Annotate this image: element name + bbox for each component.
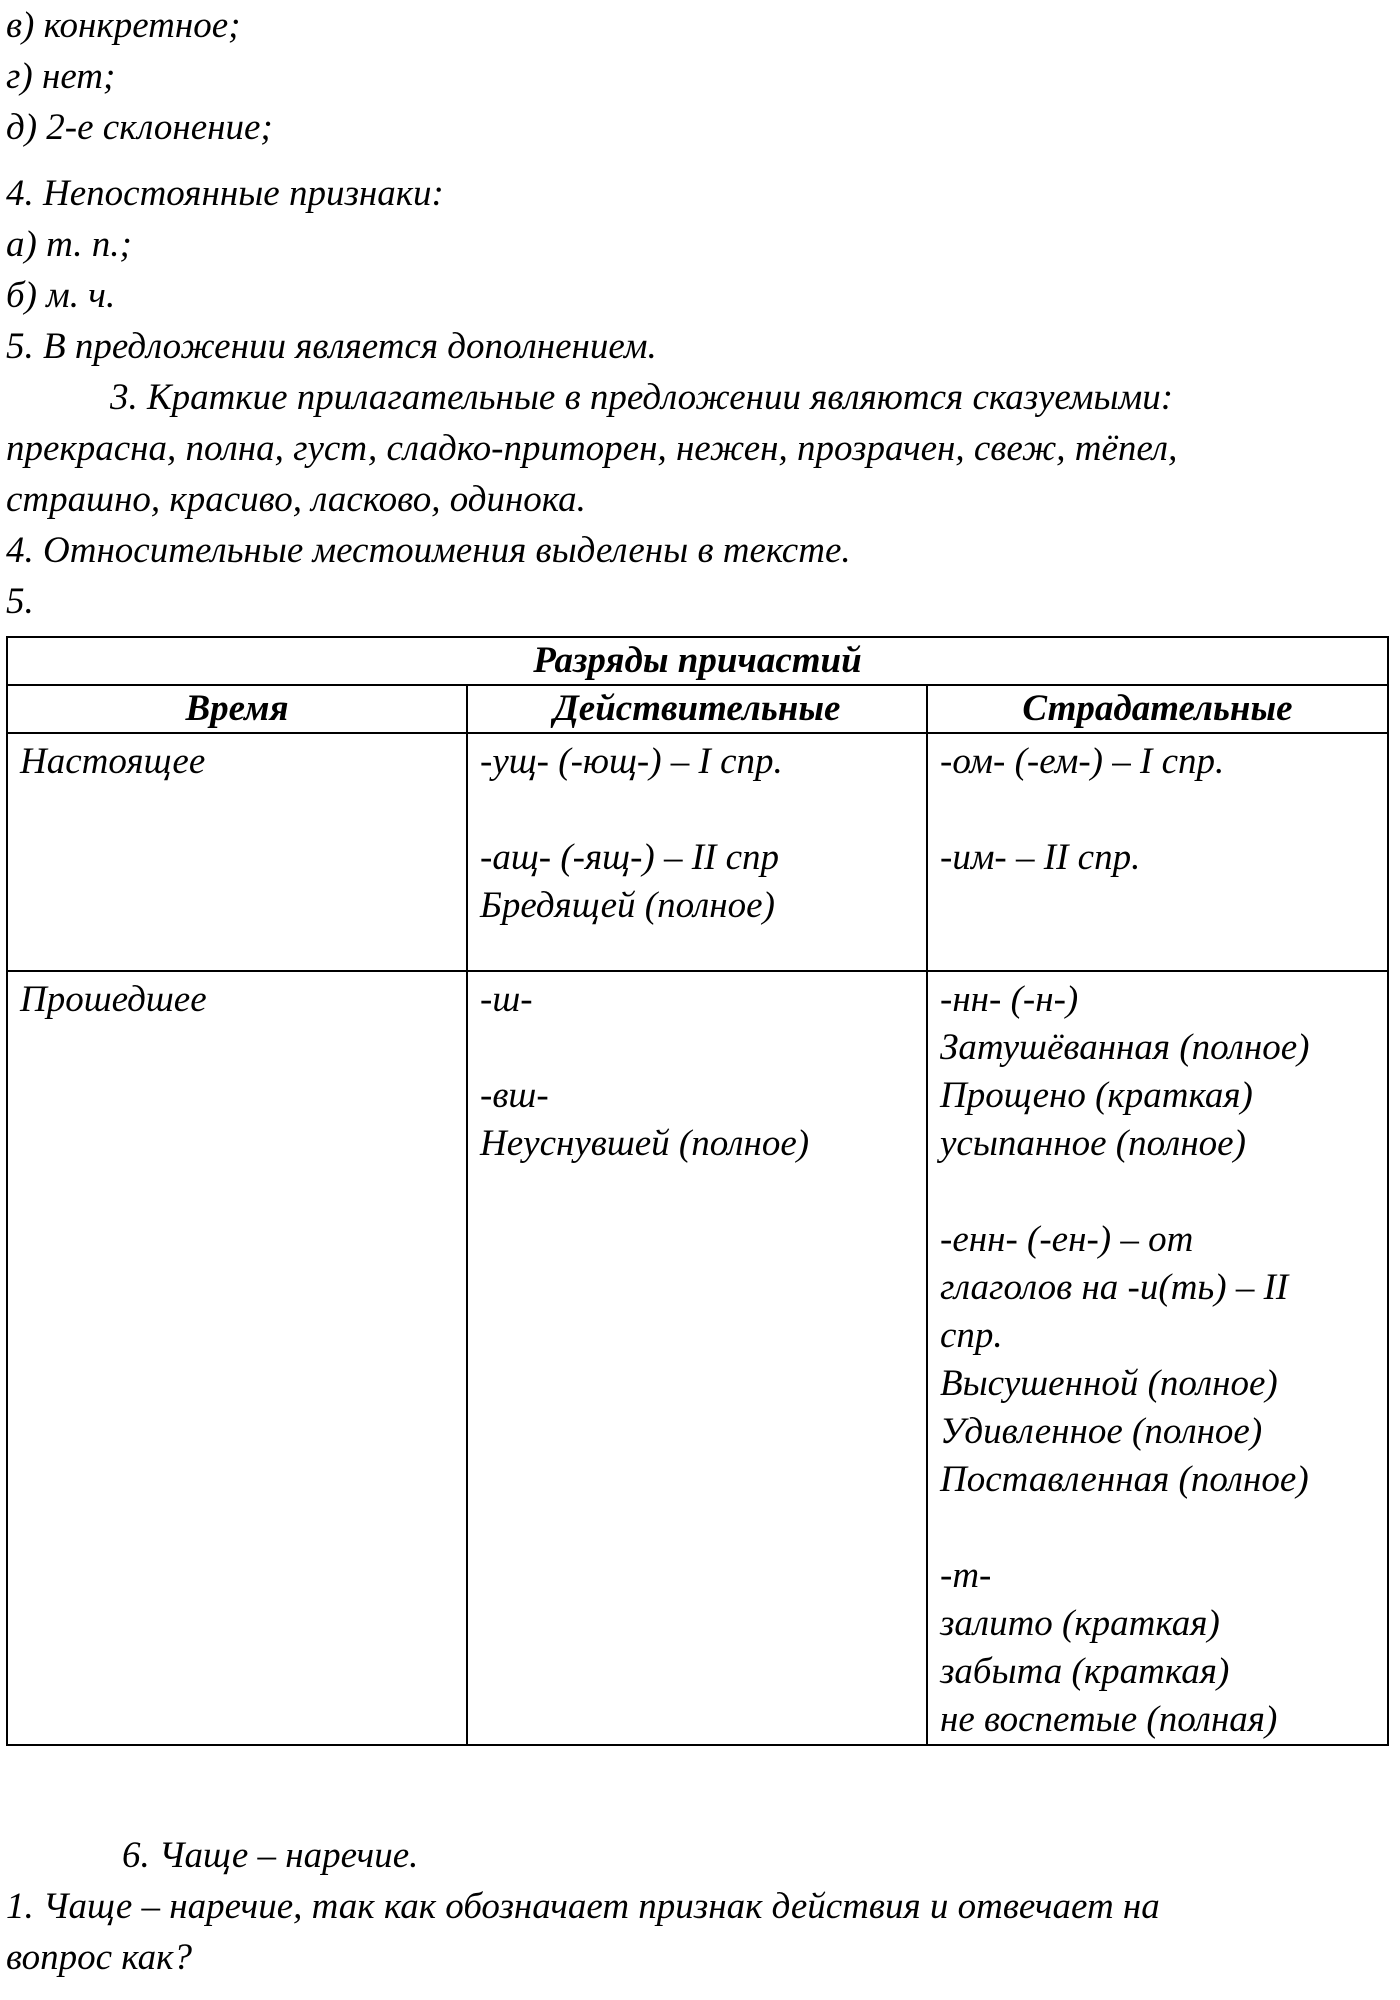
paragraph-5-number: 5. <box>6 581 34 622</box>
present-label: Настоящее <box>20 741 206 782</box>
participles-table <box>6 636 1389 1746</box>
table-row-past <box>7 971 1388 1745</box>
past-passive-line: глаголов на -и(ть) – II <box>940 1267 1289 1308</box>
header-active: Действительные <box>467 685 927 733</box>
text-line: б) м. ч. <box>6 275 116 316</box>
past-passive-line: Удивленное (полное) <box>940 1411 1263 1452</box>
cell-present-passive <box>927 733 1388 971</box>
table-title: Разряды причастий <box>7 637 1388 685</box>
paragraph-4: 4. Относительные местоимения выделены в тексте. <box>6 530 851 571</box>
cell-past-active <box>467 971 927 1745</box>
past-passive-line: -енн- (-ен-) – от <box>940 1219 1194 1260</box>
paragraph-3-line-1: 3. Краткие прилагательные в предложении являются сказуемыми: <box>110 377 1174 418</box>
past-passive-line: залито (краткая) <box>940 1603 1220 1644</box>
past-passive-line: спр. <box>940 1315 1003 1356</box>
header-time: Время <box>7 685 467 733</box>
header-passive: Страдательные <box>927 685 1388 733</box>
blank-line <box>480 1024 914 1072</box>
past-passive-line: не воспетые (полная) <box>940 1699 1278 1740</box>
present-passive-line: -ом- (-ем-) – I спр. <box>940 741 1225 782</box>
text-line: в) конкретное; <box>6 5 241 46</box>
past-passive-line: -нн- (-н-) <box>940 979 1079 1020</box>
text-line: 5. В предложении является дополнением. <box>6 326 657 367</box>
past-passive-line: забыта (краткая) <box>940 1651 1230 1692</box>
text-line: 4. Непостоянные признаки: <box>6 173 444 214</box>
paragraph-6-1-line-2: вопрос как? <box>6 1937 192 1978</box>
table-title-row <box>7 637 1388 685</box>
table-row-present <box>7 733 1388 971</box>
paragraph-3-line-2: прекрасна, полна, густ, сладко-приторен, нежен, прозрачен, свеж, тёпел, <box>6 428 1178 469</box>
text-line: а) т. п.; <box>6 224 132 265</box>
cell-present-label <box>7 733 467 971</box>
past-passive-line: Высушенной (полное) <box>940 1363 1278 1404</box>
blank-line <box>480 786 914 834</box>
paragraph-6-1-line-1: 1. Чаще – наречие, так как обозначает признак действия и отвечает на <box>6 1886 1160 1927</box>
present-active-line: -ущ- (-ющ-) – I спр. <box>480 741 783 782</box>
present-active-line: -ащ- (-ящ-) – II спр <box>480 837 780 878</box>
paragraph-6: 6. Чаще – наречие. <box>122 1835 419 1876</box>
text-line: д) 2-е склонение; <box>6 107 273 148</box>
cell-present-active <box>467 733 927 971</box>
text-line: г) нет; <box>6 56 116 97</box>
past-label: Прошедшее <box>20 979 207 1020</box>
past-active-line: -ш- <box>480 979 533 1020</box>
past-passive-line: -т- <box>940 1555 992 1596</box>
past-passive-line: Поставленная (полное) <box>940 1459 1309 1500</box>
cell-past-passive <box>927 971 1388 1745</box>
blank-line <box>940 786 1375 834</box>
past-active-line: Неуснувшей (полное) <box>480 1123 810 1164</box>
paragraph-3-line-3: страшно, красиво, ласково, одинока. <box>6 479 586 520</box>
past-passive-line: усыпанное (полное) <box>940 1123 1246 1164</box>
blank-line <box>940 1168 1375 1216</box>
past-passive-line: Прощено (краткая) <box>940 1075 1253 1116</box>
past-passive-line: Затушёванная (полное) <box>940 1027 1310 1068</box>
present-active-line: Бредящей (полное) <box>480 885 775 926</box>
present-passive-line: -им- – II спр. <box>940 837 1141 878</box>
cell-past-label <box>7 971 467 1745</box>
past-active-line: -вш- <box>480 1075 549 1116</box>
table-header-row <box>7 685 1388 733</box>
blank-line <box>940 1504 1375 1552</box>
